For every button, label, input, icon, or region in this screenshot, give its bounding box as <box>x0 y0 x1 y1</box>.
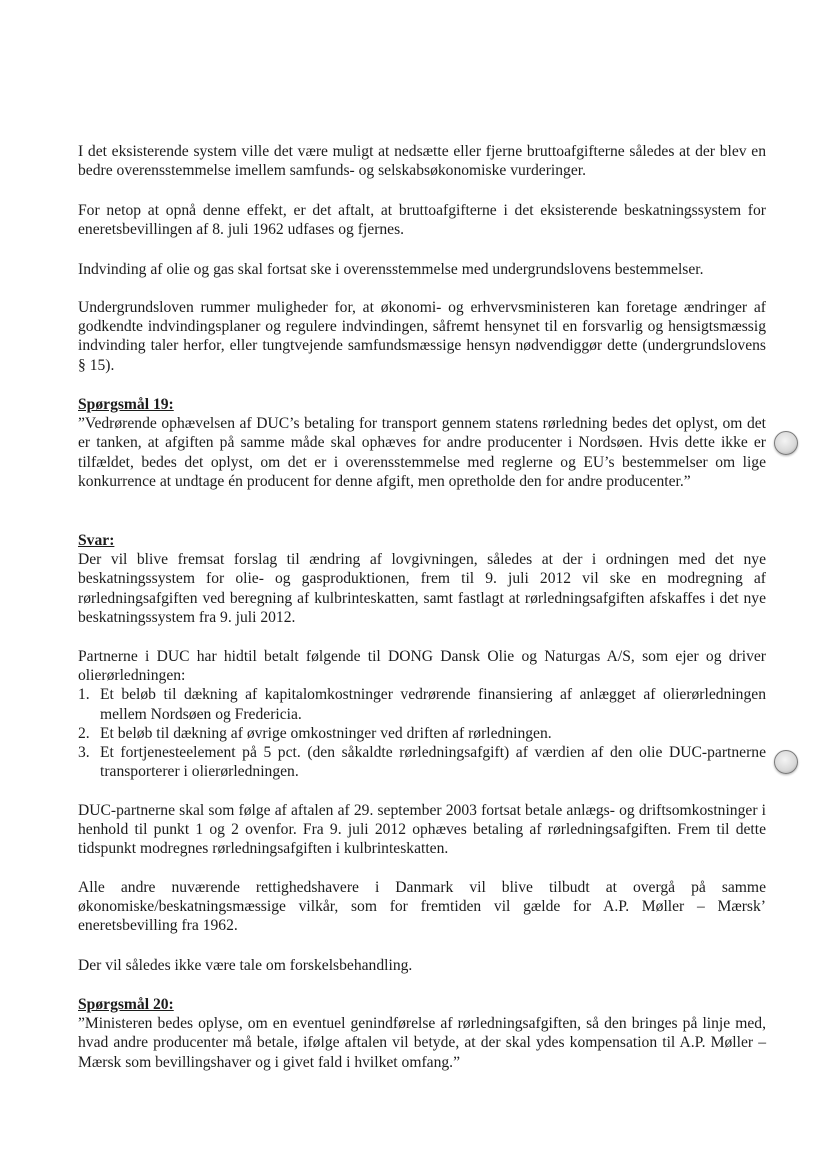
numbered-list <box>78 685 766 781</box>
question-19-text: ”Vedrørende ophævelsen af DUC’s betaling for transport gennem statens rørledning bedes det oplyst, om det er tanken, at afgiften på samme måde skal ophæves for andre producenter i Nordsøen. Hvis dette ikke er tilfældet, bedes det oplyst, om det er i overensstemmelse med reglerne og EU’s bestemmelser om lige konkurrence at undtage én producent for denne afgift, men opretholde den for andre producenter.” <box>78 415 766 490</box>
question-20 <box>78 995 766 1072</box>
answer-paragraph-1: Der vil blive fremsat forslag til ændring af lovgivningen, således at der i ordningen med det nye beskatningssystem for olie- og gasproduktionen, frem til 9. juli 2012 vil ske en modregning af rørledningsafgiften ved beregning af kulbrinteskatten, samt fastlagt at rørledningsafgiften afskaffes i det nye beskatningssystem fra 9. juli 2012. <box>78 551 766 626</box>
answer-heading: Svar: <box>78 532 115 549</box>
question-20-heading: Spørgsmål 20: <box>78 996 174 1013</box>
paragraph-4 <box>78 298 766 375</box>
paragraph-text: I det eksisterende system ville det være muligt at nedsætte eller fjerne bruttoafgifterne således at der blev en bedre overensstemmelse imellem samfunds- og selskabsøkonomiske vurderinger. <box>78 143 766 180</box>
paragraph-2 <box>78 201 766 239</box>
list-item-text: Et beløb til dækning af øvrige omkostninger ved driften af rørledningen. <box>100 724 552 742</box>
answer-paragraph-4: Alle andre nuværende rettighedshavere i Danmark vil blive tilbudt at overgå på samme økonomiske/beskatningsmæssige vilkår, som for fremtiden vil gælde for A.P. Møller – Mærsk’ eneretsbevilling fra 1962. <box>78 879 766 935</box>
question-19-heading: Spørgsmål 19: <box>78 396 174 413</box>
list-item <box>78 743 766 781</box>
list-item-number: 3. <box>78 744 90 762</box>
answer-paragraph-4-block <box>78 878 766 936</box>
answer-paragraph-2-block <box>78 647 766 781</box>
answer-paragraph-5: Der vil således ikke være tale om forskelsbehandling. <box>78 957 413 974</box>
list-item-text: Et beløb til dækning af kapitalomkostninger vedrørende finansiering af anlægget af olierørledningen mellem Nordsøen og Fredericia. <box>100 686 766 723</box>
list-item-text: Et fortjenesteelement på 5 pct. (den såkaldte rørledningsafgift) af værdien af den olie DUC-partnerne transporterer i olierørledningen. <box>100 744 766 781</box>
paragraph-3 <box>78 260 766 279</box>
question-20-text: ”Ministeren bedes oplyse, om en eventuel genindførelse af rørledningsafgiften, så den bringes på linje med, hvad andre producenter må betale, ifølge aftalen vil betyde, at der skal ydes kompensation til A.P. Møller – Mærsk som bevillingshaver og i givet fald i hvilket omfang.” <box>78 1015 766 1071</box>
list-item <box>78 724 766 743</box>
punch-hole-mark <box>774 750 798 774</box>
paragraph-text: For netop at opnå denne effekt, er det aftalt, at bruttoafgifterne i det eksisterende beskatningssystem for eneretsbevillingen af 8. juli 1962 udfases og fjernes. <box>78 202 766 239</box>
answer-paragraph-5-block <box>78 956 766 975</box>
answer-paragraph-3: DUC-partnerne skal som følge af aftalen af 29. september 2003 fortsat betale anlægs- og driftsomkostninger i henhold til punkt 1 og 2 ovenfor. Fra 9. juli 2012 ophæves betaling af rørledningsafgiften. Frem til dette tidspunkt modregnes rørledningsafgiften i kulbrinteskatten. <box>78 802 766 858</box>
list-item-number: 2. <box>78 724 90 742</box>
list-item-number: 1. <box>78 686 90 704</box>
list-item <box>78 685 766 723</box>
punch-hole-mark <box>774 431 798 455</box>
paragraph-1 <box>78 142 766 180</box>
answer-paragraph-2: Partnerne i DUC har hidtil betalt følgende til DONG Dansk Olie og Naturgas A/S, som ejer og driver olierørledningen: <box>78 648 766 685</box>
paragraph-text: Indvinding af olie og gas skal fortsat ske i overensstemmelse med undergrundslovens bestemmelser. <box>78 261 704 278</box>
answer-paragraph-3-block <box>78 801 766 859</box>
question-19 <box>78 395 766 491</box>
answer-section <box>78 531 766 627</box>
paragraph-text: Undergrundsloven rummer muligheder for, at økonomi- og erhvervsministeren kan foretage ændringer af godkendte indvindingsplaner og regulere indvindingen, såfremt hensynet til en forsvarlig og hensigtsmæssig indvinding taler herfor, eller tungtvejende samfundsmæssige hensyn nødvendiggør dette (undergrundslovens § 15). <box>78 299 766 374</box>
